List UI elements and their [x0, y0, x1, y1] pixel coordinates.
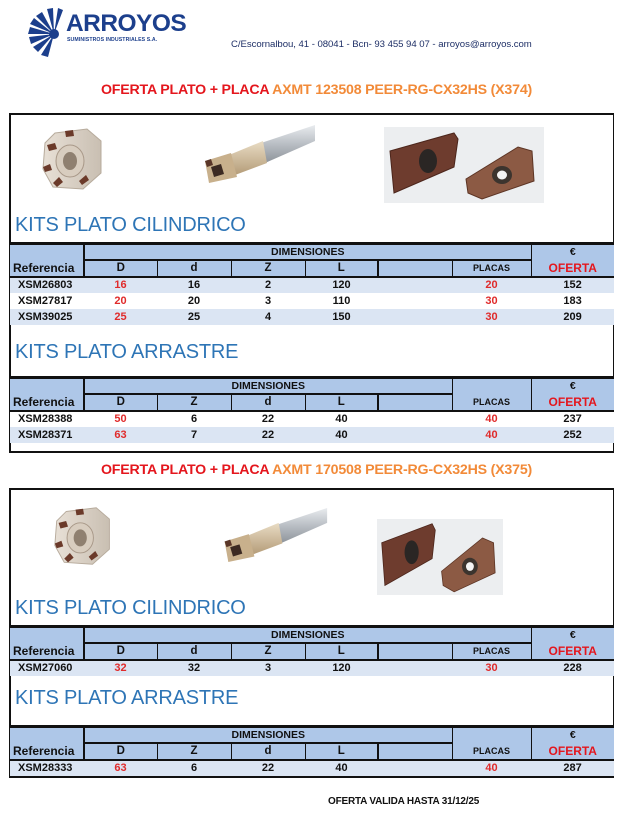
- header-spacer: [452, 378, 531, 394]
- col-placas: PLACAS: [452, 743, 531, 760]
- offer-1-box: [9, 113, 614, 453]
- col-oferta: OFERTA: [531, 743, 614, 760]
- header-spacer: [10, 627, 84, 643]
- cell-placas: 40: [452, 411, 531, 427]
- col-D: D: [84, 260, 157, 277]
- offer-2-title: [0, 462, 633, 478]
- cell-Z: 2: [231, 277, 305, 293]
- cell-oferta: 152: [531, 277, 614, 293]
- cell-ref: XSM27817: [10, 293, 84, 309]
- cell-D: 25: [84, 309, 157, 325]
- col-empty: [378, 260, 452, 277]
- col-D: D: [84, 394, 157, 411]
- col-oferta: OFERTA: [531, 643, 614, 660]
- cell-empty: [378, 760, 452, 776]
- cell-d: 32: [157, 660, 231, 676]
- cell-D: 16: [84, 277, 157, 293]
- cell-placas: 30: [452, 293, 531, 309]
- cell-oferta: 183: [531, 293, 614, 309]
- table-row: [10, 411, 614, 427]
- cell-Z: 6: [157, 411, 231, 427]
- cell-empty: [378, 293, 452, 309]
- cell-placas: 30: [452, 309, 531, 325]
- table-row: [10, 277, 614, 293]
- dimensiones-header: DIMENSIONES: [84, 378, 452, 394]
- col-Z: Z: [157, 394, 231, 411]
- table-row: [10, 660, 614, 676]
- table-row: [10, 293, 614, 309]
- offer-2-section-cilindrico-title: KITS PLATO CILINDRICO: [15, 597, 246, 619]
- col-D: D: [84, 743, 157, 760]
- currency-header: €: [531, 727, 614, 743]
- col-D: D: [84, 643, 157, 660]
- offer-2-title-prefix: OFERTA PLATO + PLACA: [100, 462, 269, 478]
- cell-ref: XSM39025: [10, 309, 84, 325]
- currency-header: €: [531, 627, 614, 643]
- cell-L: 120: [305, 277, 378, 293]
- cell-L: 110: [305, 293, 378, 309]
- offer-2-title-product: AXMT 170508 PEER-RG-CX32HS (X375): [272, 462, 533, 478]
- cell-D: 63: [84, 760, 157, 776]
- cell-ref: XSM26803: [10, 277, 84, 293]
- offer-1-cilindrico-table: [10, 242, 614, 325]
- col-L: L: [305, 643, 378, 660]
- col-L: L: [305, 394, 378, 411]
- cell-D: 32: [84, 660, 157, 676]
- offer-1-title-prefix: OFERTA PLATO + PLACA: [100, 82, 269, 98]
- col-Z: Z: [157, 743, 231, 760]
- offer-2-arrastre-table: [10, 725, 614, 776]
- cell-ref: XSM28388: [10, 411, 84, 427]
- cell-oferta: 228: [531, 660, 614, 676]
- table-row: [10, 760, 614, 776]
- col-referencia: Referencia: [10, 260, 84, 277]
- col-Z: Z: [231, 260, 305, 277]
- col-empty: [378, 394, 452, 411]
- col-placas: PLACAS: [452, 394, 531, 411]
- dimensiones-header: DIMENSIONES: [84, 627, 531, 643]
- offer-1-section-arrastre-title: KITS PLATO ARRASTRE: [15, 341, 239, 363]
- table-row: [10, 427, 614, 443]
- header-spacer: [10, 244, 84, 260]
- col-referencia: Referencia: [10, 743, 84, 760]
- face-mill-cutter-image: [39, 125, 109, 193]
- cell-empty: [378, 277, 452, 293]
- col-empty: [378, 743, 452, 760]
- offer-1-section-cilindrico-title: KITS PLATO CILINDRICO: [15, 214, 246, 236]
- col-d: d: [231, 743, 305, 760]
- cell-placas: 20: [452, 277, 531, 293]
- dimensiones-header: DIMENSIONES: [84, 244, 531, 260]
- header-spacer: [10, 378, 84, 394]
- cell-L: 120: [305, 660, 378, 676]
- cell-empty: [378, 411, 452, 427]
- cell-oferta: 209: [531, 309, 614, 325]
- cell-D: 63: [84, 427, 157, 443]
- cell-ref: XSM28371: [10, 427, 84, 443]
- cell-empty: [378, 309, 452, 325]
- cell-L: 40: [305, 760, 378, 776]
- cell-L: 40: [305, 411, 378, 427]
- face-mill-cutter-image: [51, 504, 117, 568]
- cell-oferta: 237: [531, 411, 614, 427]
- offer-1-title: [0, 82, 633, 98]
- cell-Z: 7: [157, 427, 231, 443]
- end-mill-shank-image: [199, 123, 317, 185]
- cell-Z: 3: [231, 660, 305, 676]
- cell-D: 50: [84, 411, 157, 427]
- col-d: d: [157, 643, 231, 660]
- cell-Z: 3: [231, 293, 305, 309]
- offer-2-section-arrastre-title: KITS PLATO ARRASTRE: [15, 687, 239, 709]
- offer-2-box: [9, 488, 614, 778]
- offer-2-cilindrico-table: [10, 625, 614, 676]
- col-oferta: OFERTA: [531, 394, 614, 411]
- carbide-inserts-image: [377, 519, 503, 595]
- cell-ref: XSM27060: [10, 660, 84, 676]
- company-logo: [28, 6, 187, 58]
- cell-empty: [378, 427, 452, 443]
- carbide-inserts-image: [384, 127, 544, 203]
- header-spacer: [10, 727, 84, 743]
- end-mill-shank-image: [219, 506, 329, 564]
- col-d: d: [157, 260, 231, 277]
- offer-1-arrastre-table: [10, 376, 614, 443]
- cell-placas: 40: [452, 427, 531, 443]
- col-placas: PLACAS: [452, 260, 531, 277]
- cell-Z: 4: [231, 309, 305, 325]
- col-L: L: [305, 260, 378, 277]
- cell-d: 16: [157, 277, 231, 293]
- table-row: [10, 309, 614, 325]
- cell-ref: XSM28333: [10, 760, 84, 776]
- cell-d: 22: [231, 411, 305, 427]
- col-placas: PLACAS: [452, 643, 531, 660]
- col-Z: Z: [231, 643, 305, 660]
- col-referencia: Referencia: [10, 394, 84, 411]
- cell-L: 150: [305, 309, 378, 325]
- cell-L: 40: [305, 427, 378, 443]
- offer-validity-note: OFERTA VALIDA HASTA 31/12/25: [328, 796, 480, 807]
- cell-Z: 6: [157, 760, 231, 776]
- header-spacer: [452, 727, 531, 743]
- currency-header: €: [531, 244, 614, 260]
- offer-1-title-product: AXMT 123508 PEER-RG-CX32HS (X374): [272, 82, 533, 98]
- col-referencia: Referencia: [10, 643, 84, 660]
- cell-D: 20: [84, 293, 157, 309]
- cell-oferta: 287: [531, 760, 614, 776]
- dimensiones-header: DIMENSIONES: [84, 727, 452, 743]
- col-oferta: OFERTA: [531, 260, 614, 277]
- logo-wordmark: ARROYOS: [66, 10, 187, 37]
- cell-placas: 40: [452, 760, 531, 776]
- cell-oferta: 252: [531, 427, 614, 443]
- cell-d: 22: [231, 427, 305, 443]
- col-empty: [378, 643, 452, 660]
- cell-d: 22: [231, 760, 305, 776]
- cell-d: 20: [157, 293, 231, 309]
- cell-d: 25: [157, 309, 231, 325]
- company-address: C/Escornalbou, 41 - 08041 - Bcn- 93 455 94 07 - arroyos@arroyos.com: [231, 39, 532, 50]
- cell-empty: [378, 660, 452, 676]
- col-d: d: [231, 394, 305, 411]
- cell-placas: 30: [452, 660, 531, 676]
- logo-subtitle: SUMINISTROS INDUSTRIALES S.A.: [67, 37, 158, 43]
- col-L: L: [305, 743, 378, 760]
- currency-header: €: [531, 378, 614, 394]
